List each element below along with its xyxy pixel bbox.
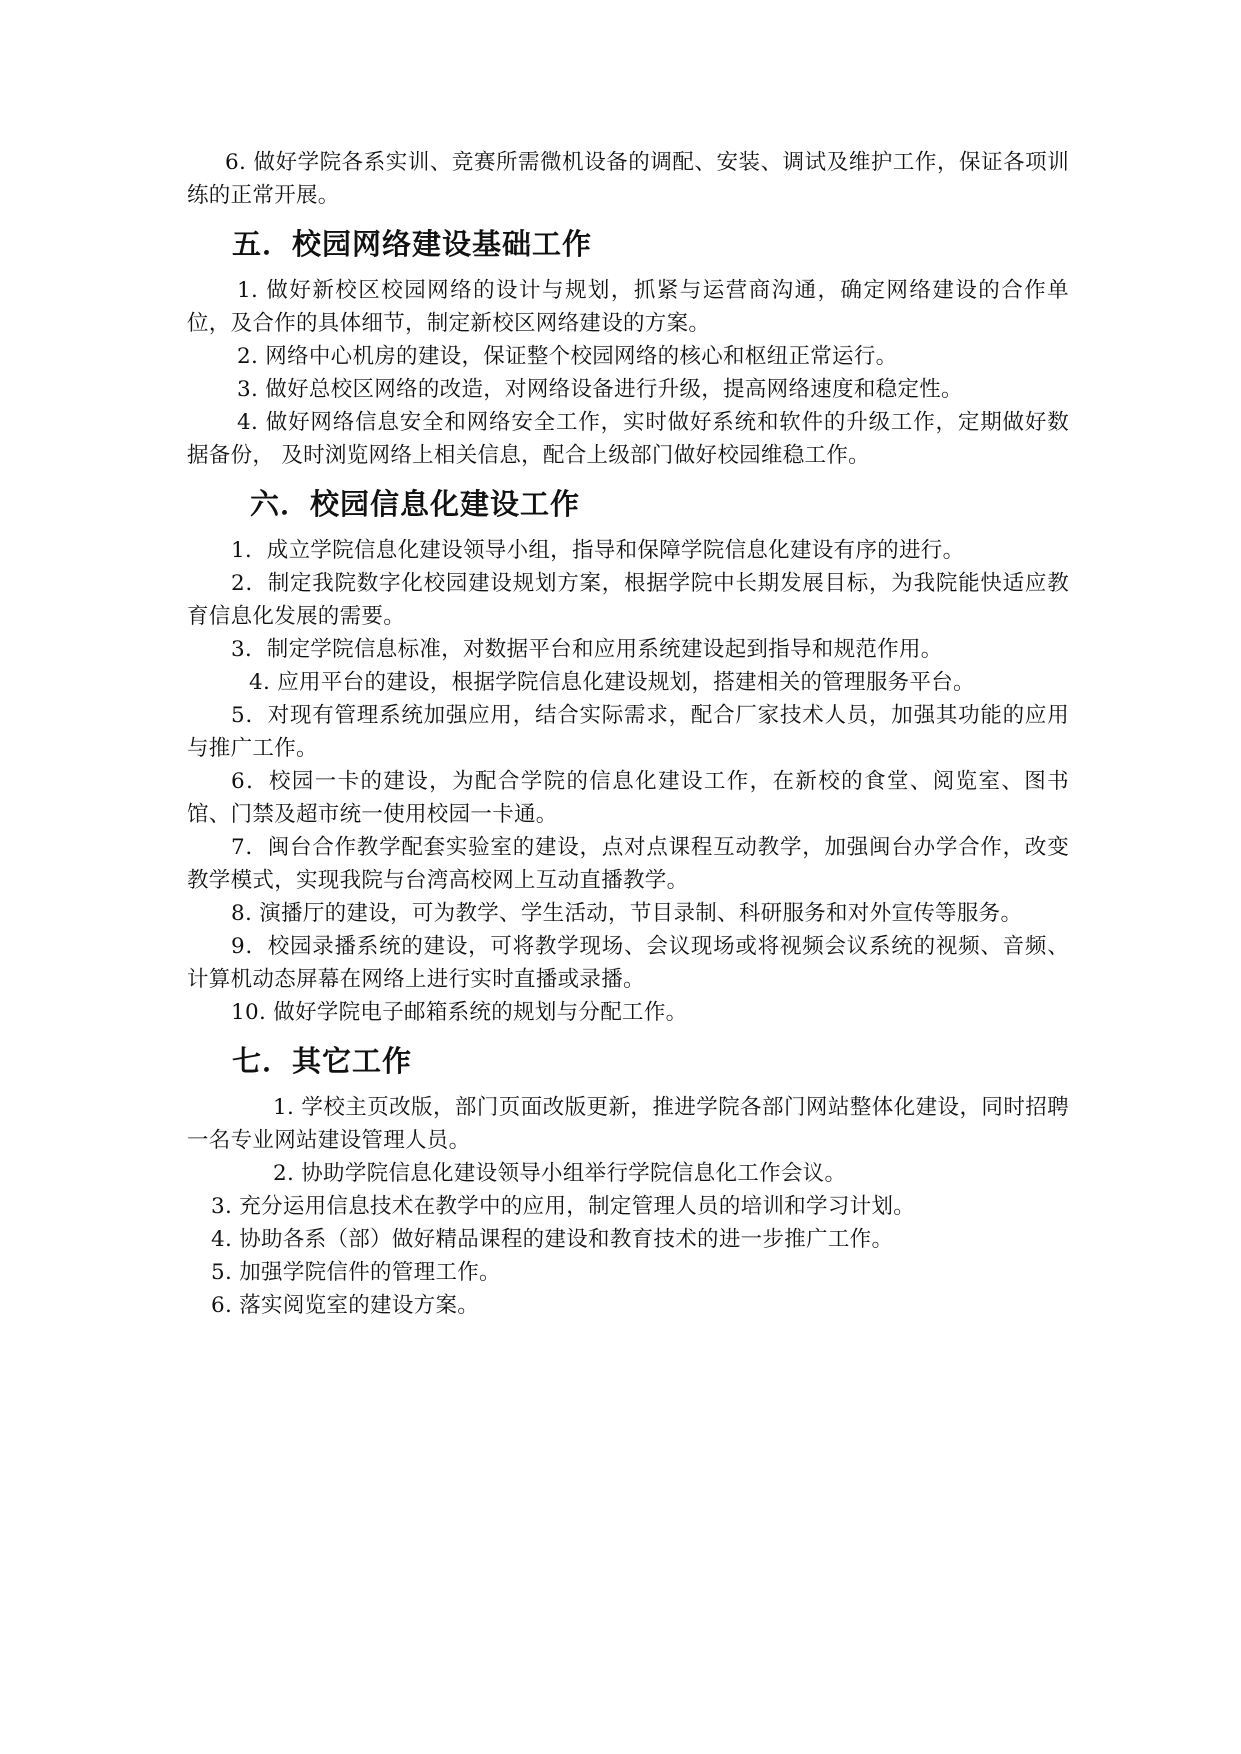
section-5-item-2: 2. 网络中心机房的建设，保证整个校园网络的核心和枢纽正常运行。 — [237, 344, 898, 369]
intro-item-6: 6. 做好学院各系实训、竞赛所需微机设备的调配、安装、调试及维护工作，保证各项训练的正常开展。 — [187, 150, 1069, 208]
section-6-item-2: 2．制定我院数字化校园建设规划方案，根据学院中长期发展目标，为我院能快适应教育信息化发展的需要。 — [187, 571, 1069, 629]
section-6-item-7: 7．闽台合作教学配套实验室的建设，点对点课程互动教学，加强闽台办学合作，改变教学模式，实现我院与台湾高校网上互动直播教学。 — [187, 835, 1069, 893]
section-6-item-3: 3．制定学院信息标准，对数据平台和应用系统建设起到指导和规范作用。 — [231, 637, 943, 662]
section-7-item-2: 2. 协助学院信息化建设领导小组举行学院信息化工作会议。 — [273, 1161, 847, 1186]
section-6-item-4: 4. 应用平台的建设，根据学院信息化建设规划，搭建相关的管理服务平台。 — [249, 670, 975, 695]
section-7-item-1: 1. 学校主页改版，部门页面改版更新，推进学院各部门网站整体化建设，同时招聘一名专业网站建设管理人员。 — [187, 1095, 1069, 1153]
section-7-item-4: 4. 协助各系（部）做好精品课程的建设和教育技术的进一步推广工作。 — [211, 1227, 894, 1252]
section-5-item-4: 4. 做好网络信息安全和网络安全工作，实时做好系统和软件的升级工作，定期做好数据备份， 及时浏览网络上相关信息，配合上级部门做好校园维稳工作。 — [187, 410, 1069, 468]
section-6-item-8: 8. 演播厅的建设，可为教学、学生活动，节目录制、科研服务和对外宣传等服务。 — [231, 901, 1023, 926]
section-7-title: 七．其它工作 — [232, 1044, 413, 1078]
section-7-item-3: 3. 充分运用信息技术在教学中的应用，制定管理人员的培训和学习计划。 — [211, 1194, 916, 1219]
section-6-item-9: 9．校园录播系统的建设，可将教学现场、会议现场或将视频会议系统的视频、音频、计算机动态屏幕在网络上进行实时直播或录播。 — [187, 934, 1069, 992]
section-6-title: 六．校园信息化建设工作 — [250, 487, 581, 521]
document-body — [187, 146, 1069, 1322]
section-7-item-6: 6. 落实阅览室的建设方案。 — [211, 1293, 480, 1318]
section-6-item-6: 6．校园一卡的建设，为配合学院的信息化建设工作，在新校的食堂、阅览室、图书馆、门禁及超市统一使用校园一卡通。 — [187, 769, 1069, 827]
section-6-item-5: 5．对现有管理系统加强应用，结合实际需求，配合厂家技术人员，加强其功能的应用与推广工作。 — [187, 703, 1069, 761]
section-5-item-3: 3. 做好总校区网络的改造，对网络设备进行升级，提高网络速度和稳定性。 — [237, 377, 963, 402]
section-6-item-10: 10. 做好学院电子邮箱系统的规划与分配工作。 — [231, 1000, 688, 1025]
section-6-item-1: 1．成立学院信息化建设领导小组，指导和保障学院信息化建设有序的进行。 — [231, 538, 965, 563]
section-5-title: 五．校园网络建设基础工作 — [232, 227, 593, 261]
section-7-item-5: 5. 加强学院信件的管理工作。 — [211, 1260, 501, 1285]
section-5-item-1: 1. 做好新校区校园网络的设计与规划，抓紧与运营商沟通，确定网络建设的合作单位，及合作的具体细节，制定新校区网络建设的方案。 — [187, 278, 1069, 336]
